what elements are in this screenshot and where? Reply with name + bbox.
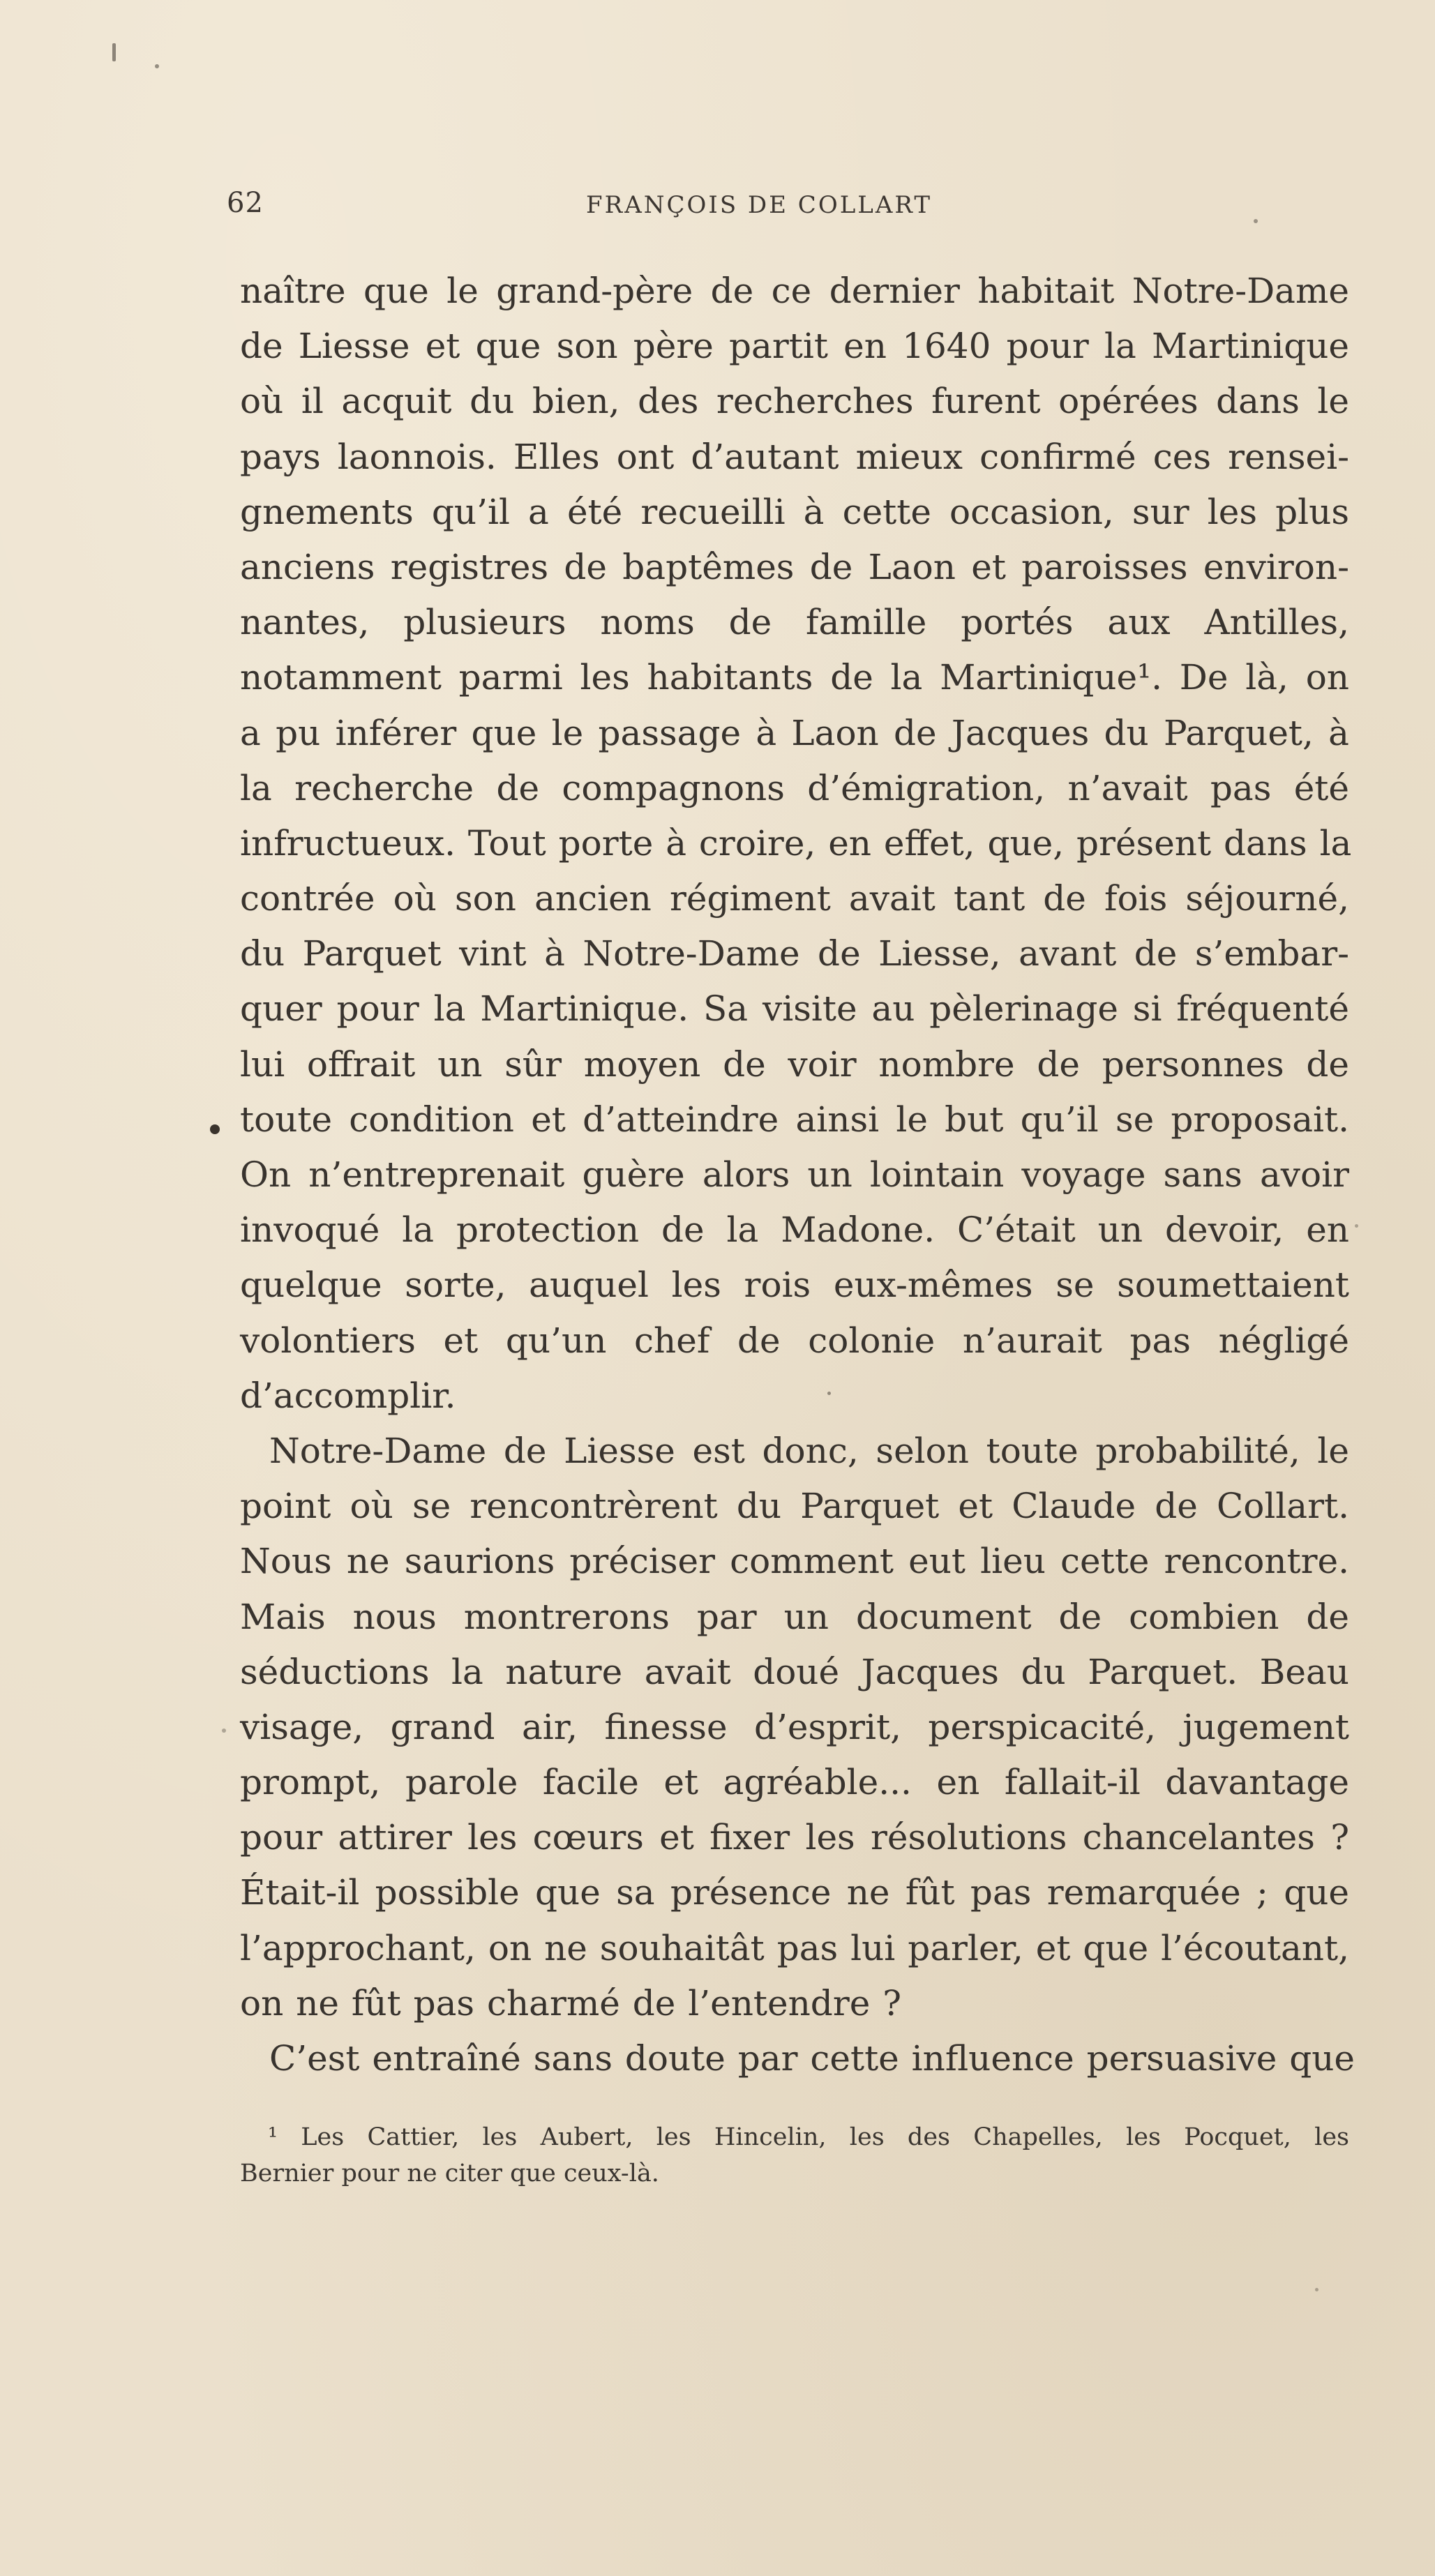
text-line: point où se rencontrèrent du Parquet et Claude de Collart.: [240, 1486, 1349, 1527]
text-line: visage, grand air, finesse d’esprit, perspicacité, jugement: [240, 1706, 1349, 1747]
text-line: notamment parmi les habitants de la Martinique¹. De là, on: [240, 657, 1349, 698]
text-line: d’accomplir.: [240, 1375, 456, 1416]
text-line: quelque sorte, auquel les rois eux-mêmes se soumettaient: [240, 1265, 1349, 1306]
text-line: lui offrait un sûr moyen de voir nombre de personnes de: [240, 1044, 1349, 1085]
text-line: Mais nous montrerons par un document de combien de: [240, 1596, 1349, 1637]
text-line: Notre-Dame de Liesse est donc, selon toute probabilité, le: [269, 1430, 1349, 1471]
text-line: toute condition et d’atteindre ainsi le but qu’il se proposait.: [240, 1099, 1349, 1140]
text-line: a pu inférer que le passage à Laon de Jacques du Parquet, à: [240, 712, 1349, 753]
text-line: Nous ne saurions préciser comment eut lieu cette rencontre.: [240, 1541, 1349, 1582]
text-line: on ne fût pas charmé de l’entendre ?: [240, 1982, 902, 2024]
ink-speck: [210, 1124, 220, 1134]
text-line: C’est entraîné sans doute par cette influence persuasive que: [269, 2038, 1355, 2079]
text-line: quer pour la Martinique. Sa visite au pèlerinage si fréquenté: [240, 988, 1349, 1030]
text-line: anciens registres de baptêmes de Laon et paroisses environ-: [240, 546, 1349, 587]
ink-speck: [1355, 1224, 1358, 1228]
footnotes: [240, 2119, 1349, 2192]
page-number: 62: [227, 187, 264, 219]
text-line: nantes, plusieurs noms de famille portés aux Antilles,: [240, 602, 1349, 643]
ink-speck: [827, 1392, 831, 1395]
text-line: naître que le grand-père de ce dernier habitait Notre-Dame: [240, 271, 1349, 311]
text-line: pays laonnois. Elles ont d’autant mieux confirmé ces rensei-: [240, 436, 1349, 477]
text-line: la recherche de compagnons d’émigration, n’avait pas été: [240, 767, 1349, 808]
text-line: invoqué la protection de la Madone. C’était un devoir, en: [240, 1210, 1349, 1251]
text-line: où il acquit du bien, des recherches furent opérées dans le: [240, 381, 1349, 422]
ink-speck: [112, 43, 116, 61]
text-line: volontiers et qu’un chef de colonie n’aurait pas négligé: [240, 1320, 1349, 1361]
ink-speck: [1254, 219, 1258, 223]
ink-speck: [1315, 2288, 1318, 2291]
footnote-line: Bernier pour ne citer que ceux-là.: [240, 2160, 659, 2187]
text-line: de Liesse et que son père partit en 1640 pour la Martinique: [240, 326, 1349, 367]
ink-speck: [155, 64, 159, 68]
text-line: contrée où son ancien régiment avait tant de fois séjourné,: [240, 878, 1349, 919]
text-line: On n’entreprenait guère alors un lointain voyage sans avoir: [240, 1154, 1349, 1195]
text-line: infructueux. Tout porte à croire, en effet, que, présent dans la: [240, 822, 1352, 864]
page-header: [227, 187, 1350, 229]
text-line: séductions la nature avait doué Jacques du Parquet. Beau: [240, 1651, 1349, 1692]
text-line: du Parquet vint à Notre-Dame de Liesse, avant de s’embar-: [240, 933, 1349, 974]
text-line: prompt, parole facile et agréable... en fallait-il davantage: [240, 1762, 1349, 1803]
body-text: [240, 264, 1355, 2086]
text-line: l’approchant, on ne souhaitât pas lui parler, et que l’écoutant,: [240, 1927, 1349, 1968]
footnote-line: ¹ Les Cattier, les Aubert, les Hincelin, les des Chapelles, les Pocquet, les: [268, 2123, 1349, 2151]
text-line: gnements qu’il a été recueilli à cette occasion, sur les plus: [240, 491, 1349, 532]
running-head: FRANÇOIS DE COLLART: [586, 191, 933, 219]
text-line: Était-il possible que sa présence ne fût pas remarquée ; que: [240, 1872, 1349, 1913]
ink-speck: [222, 1728, 226, 1733]
text-line: pour attirer les cœurs et fixer les résolutions chancelantes ?: [240, 1817, 1349, 1858]
